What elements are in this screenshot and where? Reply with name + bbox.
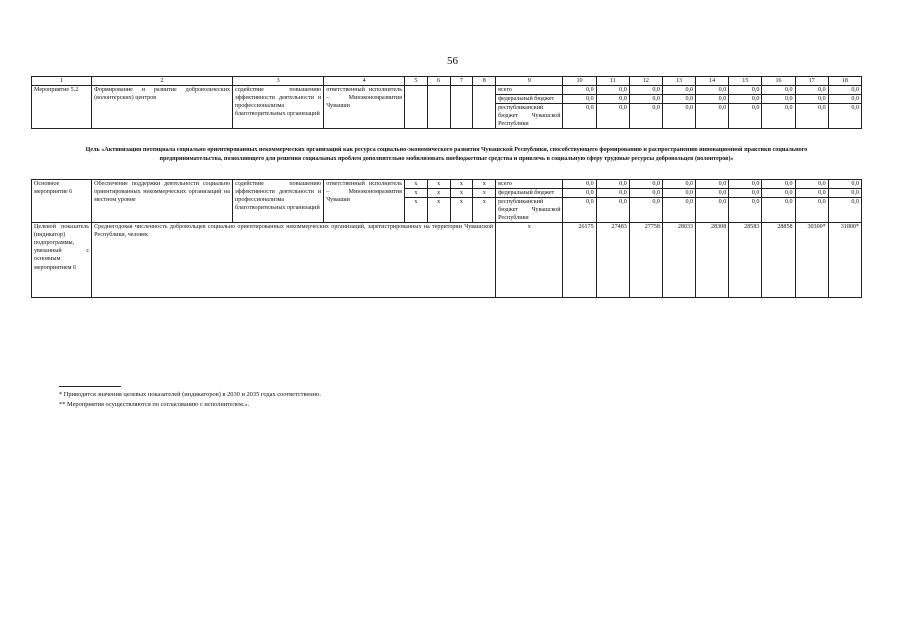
funding-source: республиканский бюджет Чувашской Республики [496,198,563,223]
value-cell: 0,0 [563,198,596,223]
code-cell: x [450,198,473,223]
value-cell: 0,0 [729,95,762,104]
value-cell: 0,0 [729,104,762,129]
value-cell: 0,0 [662,198,695,223]
value-cell: 0,0 [762,86,795,95]
column-header: 17 [795,77,828,86]
value-cell: 0,0 [795,198,828,223]
code-cell: x [450,180,473,189]
column-header: 16 [762,77,795,86]
value-cell: 0,0 [729,86,762,95]
value-cell: 0,0 [762,95,795,104]
column-header: 7 [450,77,473,86]
activity-expected-result: содействие повышению эффективности деятельности и профессионализма благотворительных организаций [233,180,324,223]
column-header: 15 [729,77,762,86]
indicator-label: Целевой показатель (индикатор) подпрограммы, увязанный с основным мероприятием 6 [32,223,92,298]
column-header: 2 [92,77,233,86]
indicator-value: 30300* [795,223,828,298]
indicator-value: 27483 [596,223,629,298]
value-cell: 0,0 [696,95,729,104]
value-cell: 0,0 [596,189,629,198]
value-cell: 0,0 [795,189,828,198]
program-table [31,76,862,298]
activity-executor: ответственный исполнитель – Минэкономразвития Чувашии [324,86,405,129]
code-cell: x [473,198,496,223]
column-header: 12 [629,77,662,86]
value-cell: 0,0 [629,104,662,129]
code-cell: x [450,189,473,198]
indicator-description: Среднегодовая численность добровольцев социально ориентированных некоммерческих организаций, зарегистрированных на территории Чувашской Республики, человек [92,223,496,298]
value-cell: 0,0 [696,198,729,223]
activity-executor: ответственный исполнитель – Минэкономразвития Чувашии [324,180,405,223]
table-row [32,86,862,95]
funding-source: федеральный бюджет [496,95,563,104]
value-cell: 0,0 [696,180,729,189]
indicator-mark: x [496,223,563,298]
value-cell: 0,0 [795,104,828,129]
empty-cell [473,86,496,129]
code-cell: x [405,198,428,223]
value-cell: 0,0 [828,180,861,189]
column-header: 11 [596,77,629,86]
value-cell: 0,0 [762,180,795,189]
activity-name: Мероприятие 5.2 [32,86,92,129]
value-cell: 0,0 [696,104,729,129]
empty-cell [427,86,450,129]
code-cell: x [427,180,450,189]
footnote: * Приводятся значения целевых показателей (индикаторов) в 2030 и 2035 годах соответственно. [59,391,321,398]
goal-row [32,129,862,180]
value-cell: 0,0 [762,189,795,198]
code-cell: x [473,180,496,189]
empty-cell [405,86,428,129]
value-cell: 0,0 [795,180,828,189]
activity-name: Основное мероприятие 6 [32,180,92,223]
value-cell: 0,0 [563,104,596,129]
indicator-value: 27758 [629,223,662,298]
value-cell: 0,0 [563,180,596,189]
value-cell: 0,0 [729,189,762,198]
value-cell: 0,0 [696,189,729,198]
value-cell: 0,0 [795,95,828,104]
column-header: 8 [473,77,496,86]
value-cell: 0,0 [828,104,861,129]
table-row [32,180,862,189]
indicator-value: 28033 [662,223,695,298]
value-cell: 0,0 [629,189,662,198]
funding-source: всего [496,86,563,95]
value-cell: 0,0 [662,104,695,129]
value-cell: 0,0 [596,180,629,189]
value-cell: 0,0 [563,189,596,198]
page-number: 56 [447,55,458,67]
column-header: 14 [696,77,729,86]
code-cell: x [405,189,428,198]
value-cell: 0,0 [662,180,695,189]
value-cell: 0,0 [629,95,662,104]
column-header: 18 [828,77,861,86]
column-header: 4 [324,77,405,86]
value-cell: 0,0 [629,86,662,95]
value-cell: 0,0 [596,86,629,95]
indicator-value: 26175 [563,223,596,298]
indicator-value: 28308 [696,223,729,298]
value-cell: 0,0 [762,198,795,223]
indicator-row [32,223,862,298]
goal-statement: Цель «Активизация потенциала социально ориентированных некоммерческих организаций как ресурса социально-экономического развития Чувашской Республики, способствующего формированию и распространению инновационной практики социального предпринимательства, позволяющего для решения социальных проблем дополнительно мобилизовать внебюджетные средства и привлечь в социальную сферу трудовые ресурсы добровольцев (волонтеров)» [32,129,862,180]
value-cell: 0,0 [828,189,861,198]
value-cell: 0,0 [729,198,762,223]
value-cell: 0,0 [828,95,861,104]
value-cell: 0,0 [729,180,762,189]
funding-source: всего [496,180,563,189]
activity-description: Обеспечение поддержки деятельности социально ориентированных некоммерческих организаций на местном уровне [92,180,233,223]
value-cell: 0,0 [563,95,596,104]
value-cell: 0,0 [629,198,662,223]
code-cell: x [427,198,450,223]
value-cell: 0,0 [762,104,795,129]
column-header: 1 [32,77,92,86]
value-cell: 0,0 [828,86,861,95]
value-cell: 0,0 [795,86,828,95]
value-cell: 0,0 [696,86,729,95]
value-cell: 0,0 [596,198,629,223]
value-cell: 0,0 [629,180,662,189]
code-cell: x [473,189,496,198]
column-header: 13 [662,77,695,86]
indicator-value: 31800* [828,223,861,298]
indicator-value: 28858 [762,223,795,298]
funding-source: федеральный бюджет [496,189,563,198]
indicator-value: 28583 [729,223,762,298]
column-header-row [32,77,862,86]
activity-description: Формирование и развитие добровольческих (волонтерских) центров [92,86,233,129]
column-header: 3 [233,77,324,86]
value-cell: 0,0 [662,189,695,198]
footnote-divider [59,386,121,387]
empty-cell [450,86,473,129]
column-header: 6 [427,77,450,86]
value-cell: 0,0 [563,86,596,95]
column-header: 9 [496,77,563,86]
activity-expected-result: содействие повышению эффективности деятельности и профессионализма благотворительных организаций [233,86,324,129]
column-header: 10 [563,77,596,86]
footnote: ** Мероприятия осуществляются по согласованию с исполнителем.». [59,401,250,408]
value-cell: 0,0 [596,95,629,104]
column-header: 5 [405,77,428,86]
code-cell: x [405,180,428,189]
code-cell: x [427,189,450,198]
value-cell: 0,0 [596,104,629,129]
funding-source: республиканский бюджет Чувашской Республики [496,104,563,129]
value-cell: 0,0 [828,198,861,223]
value-cell: 0,0 [662,86,695,95]
value-cell: 0,0 [662,95,695,104]
